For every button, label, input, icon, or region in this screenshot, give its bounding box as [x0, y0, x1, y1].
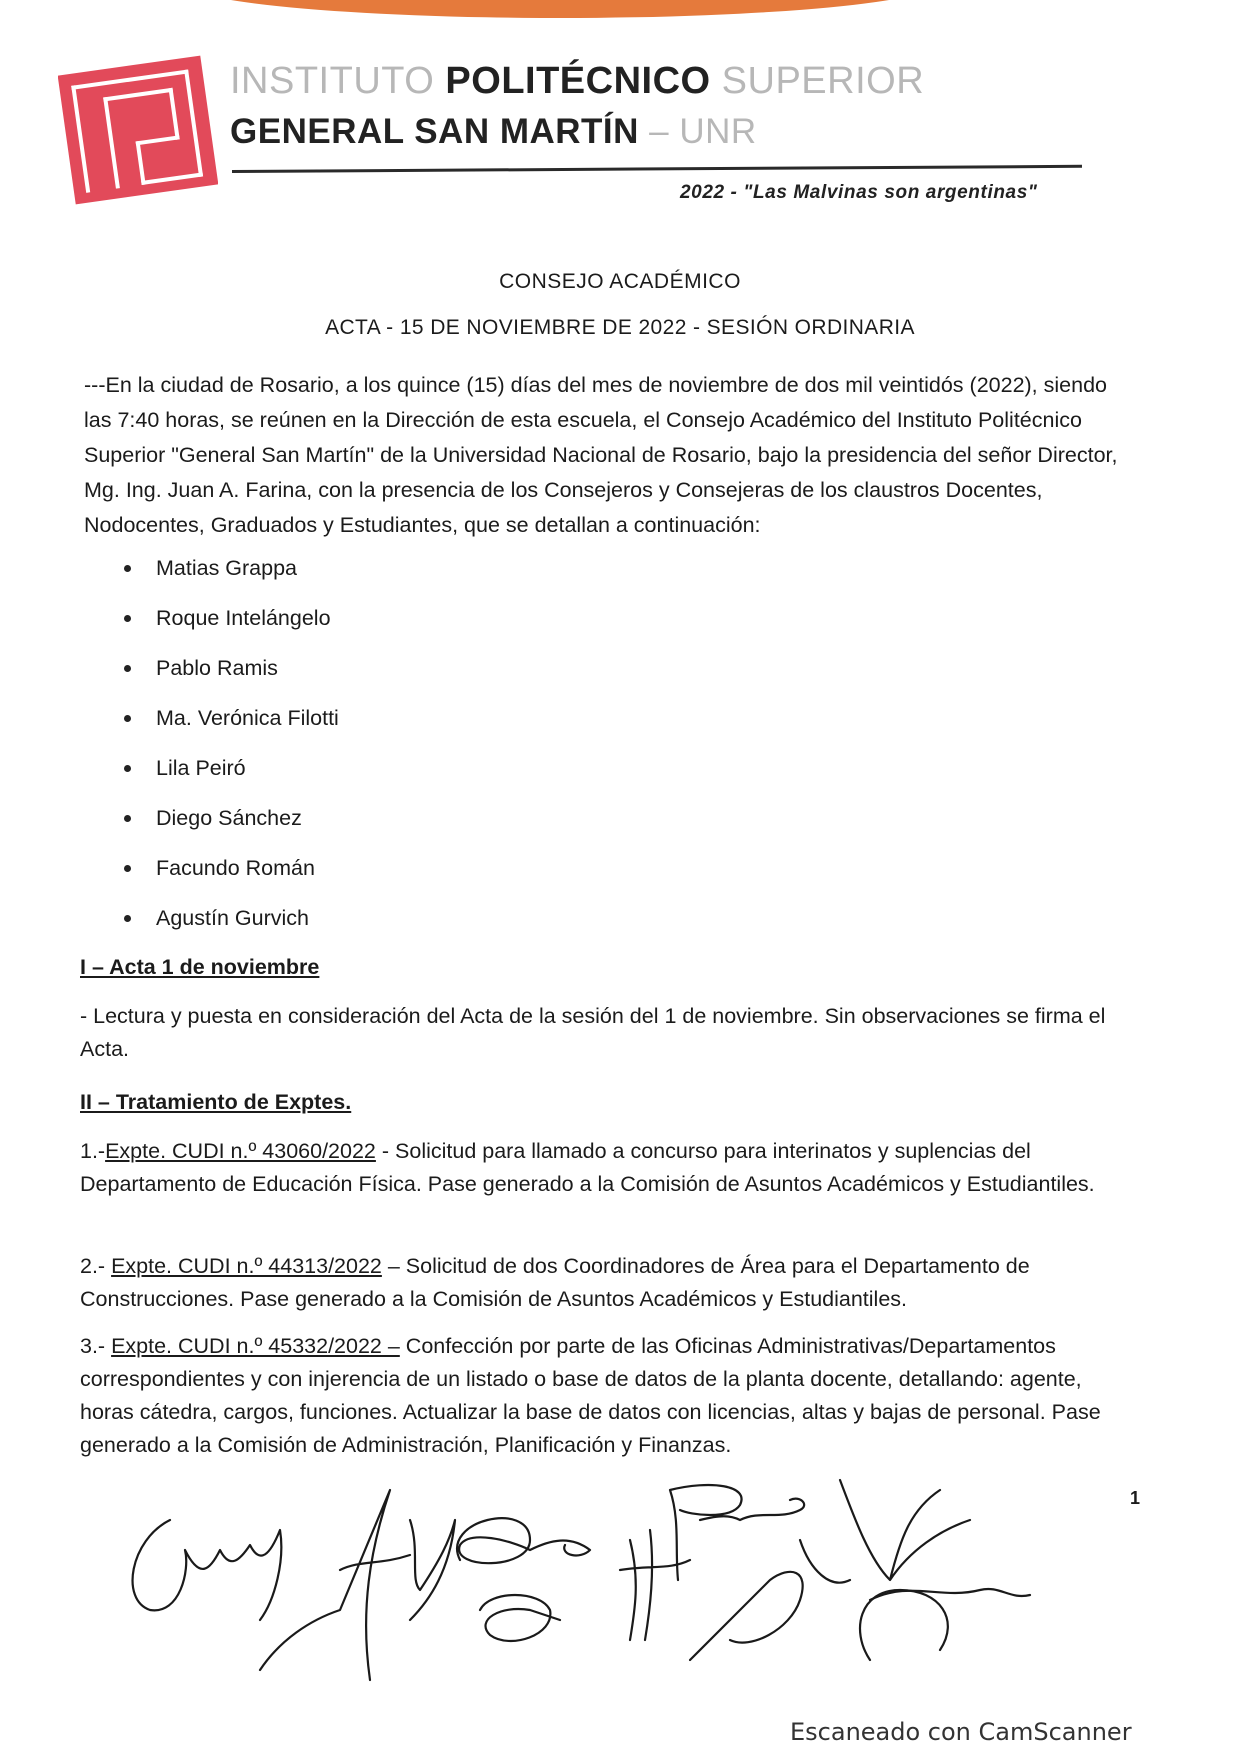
attendee-list	[120, 553, 339, 953]
signature-8	[840, 1480, 970, 1660]
expte-item-2	[80, 1250, 1140, 1316]
letterhead	[0, 0, 1240, 230]
council-title: CONSEJO ACADÉMICO	[499, 270, 741, 293]
header-divider	[232, 165, 1082, 173]
list-item: Facundo Román	[120, 853, 339, 903]
expte-item-3	[80, 1330, 1140, 1462]
page-number: 1	[1130, 1488, 1141, 1508]
expte-number: Expte. CUDI n.º 44313/2022	[111, 1254, 382, 1278]
expte-description: Solicitud de dos Coordinadores de Área para el Departamento de Construcciones. Pase generado a la Comisión de Asuntos Académicos y Estudiantiles.	[80, 1254, 1030, 1311]
expte-description: Confección por parte de las Oficinas Administrativas/Departamentos correspondientes y con injerencia de un listado o base de datos de la planta docente, detallando: agente, horas cátedra, cargos, funciones. Actualizar la base de datos con licencias, altas y bajas de personal. Pase generado a la Comisión de Administración, Planificación y Finanzas.	[80, 1334, 1101, 1457]
signature-2	[260, 1490, 455, 1680]
section-1-title: I – Acta 1 de noviembre	[80, 955, 320, 979]
acta-title: ACTA - 15 DE NOVIEMBRE DE 2022 - SESIÓN ORDINARIA	[325, 316, 915, 339]
intro-paragraph: ---En la ciudad de Rosario, a los quince (15) días del mes de noviembre de dos mil veintidós (2022), siendo las 7:40 horas, se reúnen en la Dirección de esta escuela, el Consejo Académico del Instituto Politécnico Superior "General San Martín" de la Universidad Nacional de Rosario, bajo la presidencia del señor Director, Mg. Ing. Juan A. Farina, con la presencia de los Consejeros y Consejeras de los claustros Docentes, Nodocentes, Graduados y Estudiantes, que se detallan a continuación:	[84, 373, 1118, 537]
expte-number: Expte. CUDI n.º 43060/2022	[105, 1139, 376, 1163]
institute-word-superior: SUPERIOR	[721, 60, 925, 102]
section-2-title: II – Tratamiento de Exptes.	[80, 1090, 352, 1114]
signature-7	[690, 1540, 850, 1660]
institute-word-general-san-martin: GENERAL SAN MARTÍN	[230, 112, 639, 151]
expte-item-prefix: 3.-	[80, 1334, 112, 1358]
institute-word-unr: – UNR	[649, 112, 757, 151]
list-item: Matias Grappa	[120, 553, 339, 603]
list-item: Agustín Gurvich	[120, 903, 339, 953]
institute-word-politecnico: POLITÉCNICO	[445, 60, 711, 102]
signature-4	[480, 1595, 560, 1641]
list-item: Pablo Ramis	[120, 653, 339, 703]
list-item: Roque Intelángelo	[120, 603, 339, 653]
expte-item-prefix: 1.-	[80, 1139, 106, 1163]
scanner-watermark: Escaneado con CamScanner	[790, 1718, 1132, 1746]
expte-separator: -	[375, 1139, 396, 1163]
signature-3	[457, 1518, 590, 1563]
expte-item-1	[80, 1135, 1140, 1201]
signature-1	[133, 1520, 282, 1620]
institute-name-line2	[230, 112, 757, 152]
list-item: Diego Sánchez	[120, 803, 339, 853]
expte-number: Expte. CUDI n.º 45332/2022 –	[111, 1334, 400, 1358]
institute-name-line1	[230, 60, 924, 103]
institute-logo	[58, 55, 218, 205]
signature-6	[620, 1530, 690, 1640]
signatures	[110, 1460, 1170, 1710]
signature-5	[670, 1485, 804, 1580]
expte-description: Solicitud para llamado a concurso para interinatos y suplencias del Departamento de Educación Física. Pase generado a la Comisión de Asuntos Académicos y Estudiantiles.	[80, 1139, 1095, 1196]
year-motto: 2022 - "Las Malvinas son argentinas"	[680, 182, 1038, 203]
institute-word-instituto: INSTITUTO	[230, 60, 435, 102]
expte-separator: –	[381, 1254, 406, 1278]
section-1-text: - Lectura y puesta en consideración del Acta de la sesión del 1 de noviembre. Sin observaciones se firma el Acta.	[80, 1004, 1106, 1061]
list-item: Lila Peiró	[120, 753, 339, 803]
expte-item-prefix: 2.-	[80, 1254, 112, 1278]
list-item: Ma. Verónica Filotti	[120, 703, 339, 753]
